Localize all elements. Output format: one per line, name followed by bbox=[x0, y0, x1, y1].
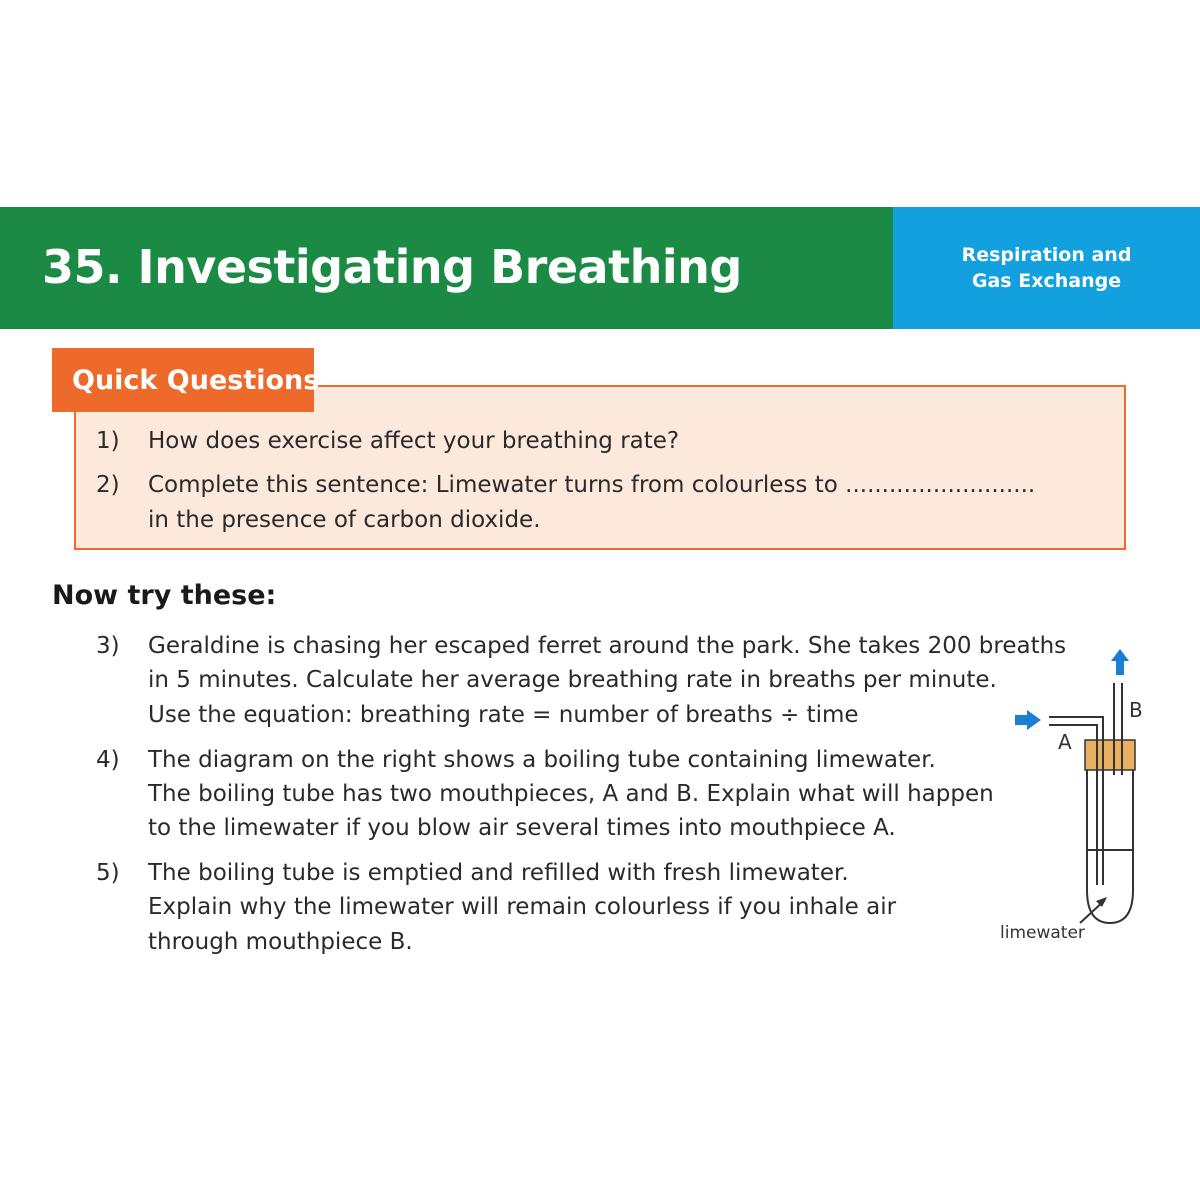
question-text: to the limewater if you blow air several times into mouthpiece A. bbox=[148, 815, 896, 841]
label-b: B bbox=[1129, 698, 1143, 722]
question-number: 5) bbox=[96, 860, 120, 886]
question-text: The diagram on the right shows a boiling tube containing limewater. bbox=[148, 747, 936, 773]
question-text: The boiling tube has two mouthpieces, A and B. Explain what will happen bbox=[148, 781, 994, 807]
question-number: 4) bbox=[96, 747, 120, 773]
outlet-arrow-icon bbox=[1111, 649, 1129, 675]
question-number: 2) bbox=[96, 472, 120, 498]
label-a: A bbox=[1058, 730, 1072, 754]
limewater-label: limewater bbox=[1000, 923, 1085, 943]
section-tag-line2: Gas Exchange bbox=[971, 270, 1122, 292]
boiling-tube-diagram bbox=[1005, 645, 1185, 950]
question-text: How does exercise affect your breathing rate? bbox=[148, 428, 680, 454]
question-text: Use the equation: breathing rate = number of breaths ÷ time bbox=[148, 702, 859, 728]
section-tag-line1: Respiration and bbox=[961, 244, 1132, 266]
quick-questions-label: Quick Questions bbox=[52, 348, 314, 412]
inlet-arrow-icon bbox=[1015, 710, 1041, 730]
question-text: Complete this sentence: Limewater turns from colourless to .......................... bbox=[148, 472, 1036, 498]
page-title: 35. Investigating Breathing bbox=[42, 240, 742, 294]
question-number: 3) bbox=[96, 633, 120, 659]
question-text: The boiling tube is emptied and refilled with fresh limewater. bbox=[148, 860, 849, 886]
section-tag bbox=[893, 207, 1200, 329]
boiling-tube bbox=[1087, 750, 1133, 923]
question-text: in 5 minutes. Calculate her average breathing rate in breaths per minute. bbox=[148, 667, 997, 693]
question-text: in the presence of carbon dioxide. bbox=[148, 507, 541, 533]
now-try-heading: Now try these: bbox=[52, 580, 277, 611]
stopper bbox=[1085, 740, 1135, 770]
question-number: 1) bbox=[96, 428, 120, 454]
question-text: Geraldine is chasing her escaped ferret around the park. She takes 200 breaths bbox=[148, 633, 1067, 659]
question-text: through mouthpiece B. bbox=[148, 929, 413, 955]
question-text: Explain why the limewater will remain colourless if you inhale air bbox=[148, 894, 897, 920]
